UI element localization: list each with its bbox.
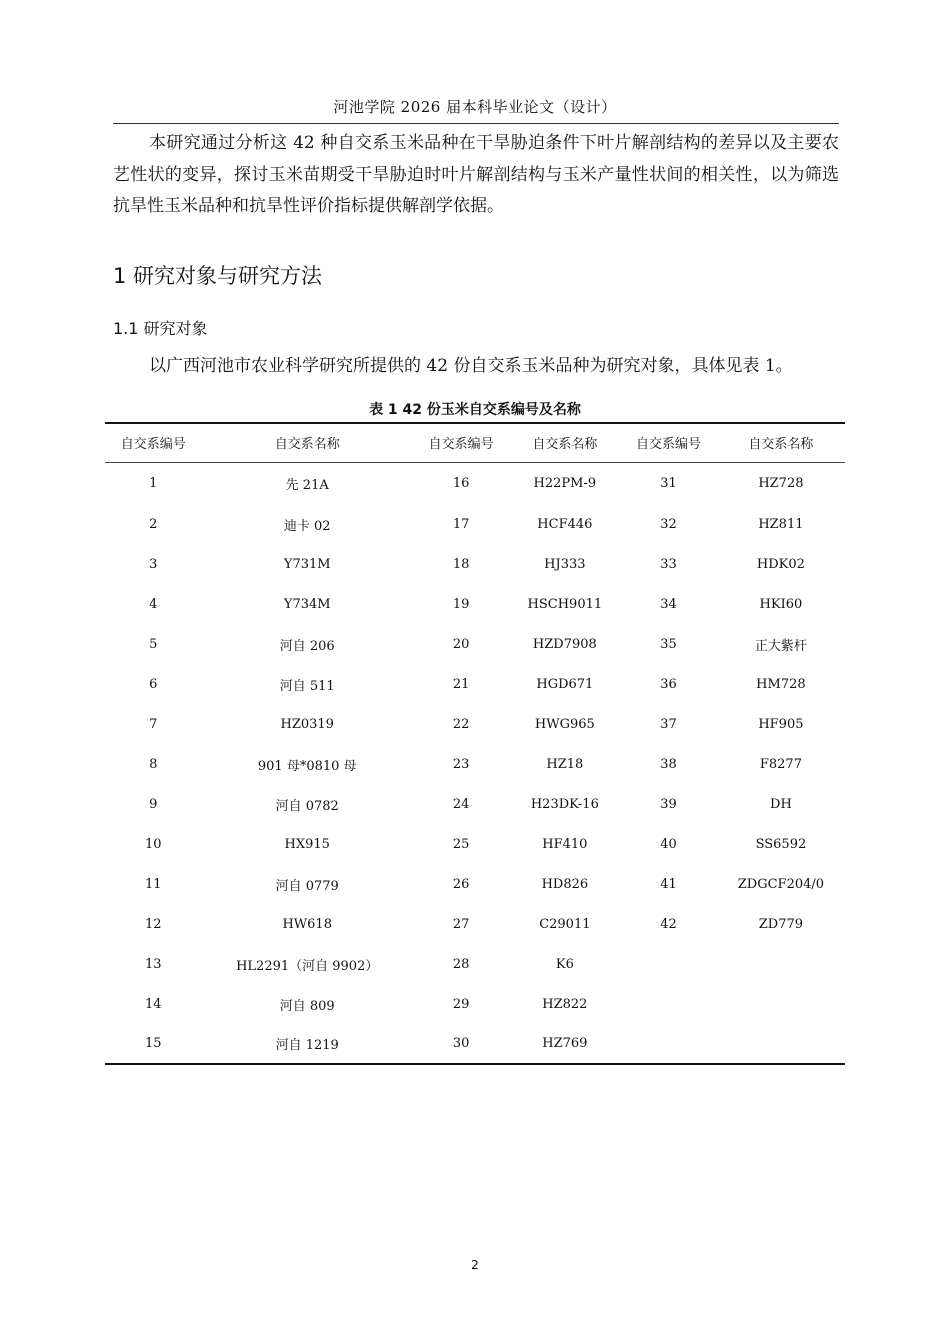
- line-name-cell: HX915: [284, 836, 330, 852]
- line-number-cell: 15: [145, 1036, 162, 1051]
- line-name-cell: [717, 944, 845, 984]
- intro-paragraph: 本研究通过分析这 42 种自交系玉米品种在干旱胁迫条件下叶片解剖结构的差异以及主要农艺性状的变异，探讨玉米苗期受干旱胁迫时叶片解剖结构与玉米产量性状间的相关性，以为筛选抗旱性玉米品种和抗旱性评价指标提供解剖学依据。: [113, 133, 839, 216]
- line-name-cell: ZD779: [758, 916, 804, 932]
- line-name-cell: HF905: [758, 716, 804, 732]
- table-row: [105, 864, 845, 904]
- line-number-cell: 21: [452, 676, 470, 692]
- line-number-cell: 1: [149, 475, 158, 491]
- line-name-cell: DH: [770, 796, 792, 812]
- running-header: 河池学院 2026 届本科毕业论文（设计）: [333, 98, 617, 116]
- line-name-cell: HL2291（河自 9902）: [236, 958, 379, 974]
- line-name-cell: H23DK-16: [530, 796, 599, 812]
- table-row: [105, 504, 845, 544]
- line-name-cell: HCF446: [537, 516, 593, 532]
- line-name-cell: HSCH9011: [527, 596, 603, 612]
- line-name-cell: 河自 1219: [275, 1038, 339, 1053]
- table-row: [105, 984, 845, 1024]
- table-row: [105, 944, 845, 984]
- table-header-row: [105, 423, 845, 462]
- column-header: 自交系编号: [413, 423, 510, 462]
- line-name-cell: HF410: [542, 836, 588, 852]
- line-number-cell: 13: [145, 956, 162, 972]
- line-number-cell: 4: [149, 596, 158, 612]
- column-header: 自交系编号: [105, 423, 202, 462]
- line-name-cell: 河自 206: [279, 638, 335, 654]
- line-number-cell: 20: [452, 636, 470, 652]
- line-number-cell: 5: [149, 636, 158, 652]
- line-number-cell: 42: [660, 916, 677, 932]
- line-number-cell: 28: [452, 956, 470, 972]
- line-name-cell: HZ811: [758, 516, 804, 532]
- line-name-cell: 901 母*0810 母: [257, 758, 357, 774]
- line-number-cell: 24: [452, 796, 470, 812]
- line-number-cell: 26: [452, 876, 470, 892]
- section-1-heading: 1 研究对象与研究方法: [113, 264, 323, 288]
- line-name-cell: 正大紫杆: [754, 638, 807, 654]
- line-name-cell: HZ728: [758, 475, 804, 491]
- line-name-cell: HW618: [282, 916, 332, 932]
- line-number-cell: 18: [452, 556, 470, 572]
- line-number-cell: [620, 944, 717, 984]
- table-row: [105, 624, 845, 664]
- line-number-cell: 25: [452, 836, 470, 852]
- line-number-cell: [620, 984, 717, 1024]
- line-name-cell: C29011: [539, 916, 591, 932]
- table-row: [105, 544, 845, 584]
- line-name-cell: HD826: [541, 876, 589, 892]
- line-number-cell: 17: [452, 516, 470, 532]
- table-row: [105, 824, 845, 864]
- column-header: 自交系名称: [509, 423, 620, 462]
- line-name-cell: Y734M: [283, 596, 331, 612]
- table-row: [105, 664, 845, 704]
- table-row: [105, 584, 845, 624]
- line-number-cell: [620, 1024, 717, 1064]
- table-row: [105, 784, 845, 824]
- line-name-cell: HWG965: [534, 716, 595, 732]
- line-number-cell: 39: [660, 796, 677, 812]
- table-row: [105, 904, 845, 944]
- line-number-cell: 22: [452, 716, 470, 732]
- column-header: 自交系名称: [202, 423, 413, 462]
- line-number-cell: 36: [660, 676, 677, 692]
- line-number-cell: 16: [452, 475, 470, 491]
- column-header: 自交系名称: [717, 423, 845, 462]
- line-name-cell: HZ0319: [280, 716, 334, 732]
- column-header: 自交系编号: [620, 423, 717, 462]
- line-name-cell: HM728: [756, 676, 806, 692]
- line-name-cell: 先 21A: [285, 477, 329, 493]
- line-number-cell: 27: [452, 916, 470, 932]
- line-number-cell: 19: [452, 596, 470, 612]
- inbred-lines-table: [105, 422, 845, 1065]
- line-name-cell: 河自 0782: [275, 798, 339, 814]
- line-number-cell: 29: [452, 996, 470, 1012]
- line-number-cell: 2: [149, 516, 158, 532]
- line-number-cell: 3: [149, 556, 158, 572]
- line-name-cell: HZ769: [542, 1036, 588, 1051]
- line-name-cell: 迪卡 02: [283, 518, 331, 534]
- line-number-cell: 38: [660, 756, 677, 772]
- line-number-cell: 30: [452, 1036, 470, 1051]
- line-name-cell: 河自 511: [279, 678, 335, 694]
- line-number-cell: 32: [660, 516, 677, 532]
- line-name-cell: HGD671: [536, 676, 594, 692]
- line-number-cell: 10: [145, 836, 162, 852]
- line-name-cell: SS6592: [755, 836, 807, 852]
- line-name-cell: HZ18: [546, 756, 584, 772]
- line-number-cell: 41: [660, 876, 677, 892]
- table-row: [105, 704, 845, 744]
- line-name-cell: K6: [555, 956, 574, 972]
- line-name-cell: Y731M: [283, 556, 331, 572]
- line-number-cell: 35: [660, 636, 677, 652]
- line-number-cell: 12: [145, 916, 162, 932]
- line-number-cell: 8: [149, 756, 158, 772]
- section-1-1-paragraph: 以广西河池市农业科学研究所提供的 42 份自交系玉米品种为研究对象，具体见表 1。: [149, 356, 793, 376]
- line-number-cell: 40: [660, 836, 677, 852]
- line-name-cell: 河自 0779: [275, 878, 339, 894]
- line-number-cell: 37: [660, 716, 677, 732]
- line-number-cell: 34: [660, 596, 677, 612]
- table-caption: 表 1 42 份玉米自交系编号及名称: [369, 402, 581, 418]
- table-row: [105, 462, 845, 504]
- line-number-cell: 14: [145, 996, 162, 1012]
- line-number-cell: 6: [149, 676, 158, 692]
- line-name-cell: F8277: [759, 756, 802, 772]
- line-name-cell: HDK02: [756, 556, 805, 572]
- line-number-cell: 9: [149, 796, 158, 812]
- line-name-cell: ZDGCF204/0: [737, 876, 825, 892]
- line-number-cell: 33: [660, 556, 677, 572]
- table-row: [105, 744, 845, 784]
- line-number-cell: 23: [452, 756, 470, 772]
- line-number-cell: 7: [149, 716, 158, 732]
- table-row: [105, 1024, 845, 1064]
- table-body: [105, 462, 845, 1064]
- line-name-cell: HJ333: [544, 556, 586, 572]
- page-number: 2: [471, 1258, 479, 1272]
- section-1-1-heading: 1.1 研究对象: [113, 319, 208, 338]
- line-name-cell: H22PM-9: [533, 475, 597, 491]
- line-number-cell: 31: [660, 475, 677, 491]
- line-number-cell: 11: [145, 876, 162, 892]
- line-name-cell: HZ822: [542, 996, 588, 1012]
- line-name-cell: HKI60: [759, 596, 803, 612]
- header-rule: [113, 123, 839, 124]
- line-name-cell: 河自 809: [279, 998, 335, 1014]
- line-name-cell: [717, 984, 845, 1024]
- line-name-cell: [717, 1024, 845, 1064]
- line-name-cell: HZD7908: [532, 636, 597, 652]
